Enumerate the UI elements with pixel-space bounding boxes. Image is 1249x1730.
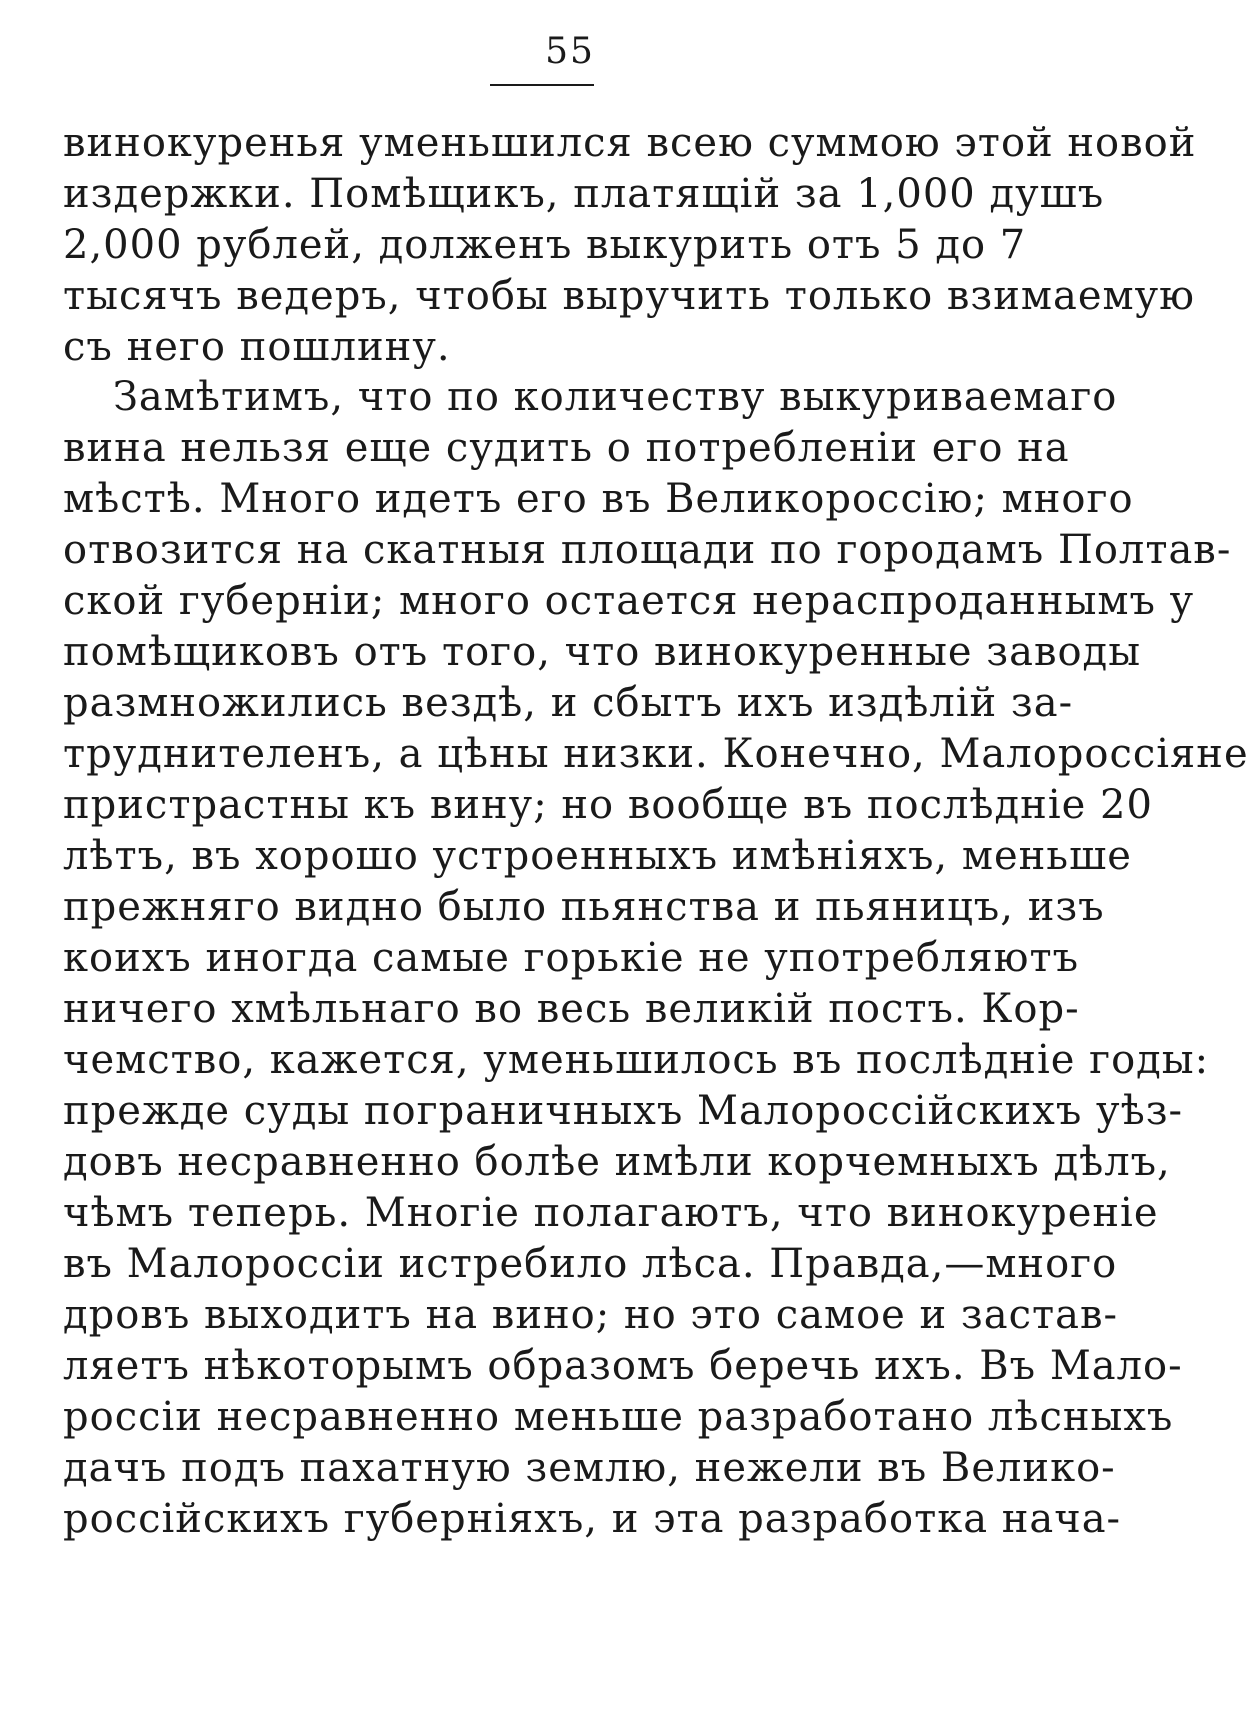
text-line: винокуренья уменьшился всею суммою этой новой bbox=[63, 120, 1197, 166]
text-line: 2,000 рублей, долженъ выкурить отъ 5 до 7 bbox=[63, 222, 1027, 268]
text-line: дачъ подъ пахатную землю, нежели въ Велико- bbox=[63, 1445, 1116, 1491]
page-number: 55 bbox=[545, 31, 595, 72]
paragraph-2 bbox=[63, 372, 1249, 1545]
text-line: ничего хмѣльнаго во весь великій постъ. Кор- bbox=[63, 986, 1080, 1032]
text-line: тысячъ ведеръ, чтобы выручить только взимаемую bbox=[63, 273, 1195, 319]
text-line: россіи несравненно меньше разработано лѣсныхъ bbox=[63, 1394, 1174, 1440]
text-line: ляетъ нѣкоторымъ образомъ беречь ихъ. Въ Мало- bbox=[63, 1343, 1183, 1389]
text-line: Замѣтимъ, что по количеству выкуриваемаго bbox=[113, 374, 1118, 420]
page-number-rule bbox=[490, 84, 594, 86]
text-line: вина нельзя еще судить о потребленіи его на bbox=[63, 425, 1070, 471]
text-line: коихъ иногда самые горькіе не употребляютъ bbox=[63, 935, 1080, 981]
text-line: дровъ выходитъ на вино; но это самое и застав- bbox=[63, 1292, 1118, 1338]
text-line: лѣтъ, въ хорошо устроенныхъ имѣніяхъ, меньше bbox=[63, 833, 1132, 879]
text-line: россійскихъ губерніяхъ, и эта разработка нача- bbox=[63, 1496, 1122, 1542]
paragraph-1 bbox=[63, 118, 1197, 373]
text-line: мѣстѣ. Много идетъ его въ Великороссію; много bbox=[63, 476, 1134, 522]
text-line: довъ несравненно болѣе имѣли корчемныхъ дѣлъ, bbox=[63, 1139, 1171, 1185]
text-line: отвозится на скатныя площади по городамъ Полтав- bbox=[63, 527, 1232, 573]
text-line: съ него пошлину. bbox=[63, 324, 451, 370]
text-line: чѣмъ теперь. Многіе полагаютъ, что винокуреніе bbox=[63, 1190, 1159, 1236]
text-line: прежде суды пограничныхъ Малороссійскихъ уѣз- bbox=[63, 1088, 1184, 1134]
text-line: прежняго видно было пьянства и пьяницъ, изъ bbox=[63, 884, 1105, 930]
text-line: труднителенъ, а цѣны низки. Конечно, Малороссіяне bbox=[63, 731, 1249, 777]
text-line: въ Малороссіи истребило лѣса. Правда,—много bbox=[63, 1241, 1118, 1287]
text-line: чемство, кажется, уменьшилось въ послѣдніе годы: bbox=[63, 1037, 1210, 1083]
text-line: помѣщиковъ отъ того, что винокуренные заводы bbox=[63, 629, 1142, 675]
text-line: ской губерніи; много остается нераспроданнымъ у bbox=[63, 578, 1195, 624]
text-line: пристрастны къ вину; но вообще въ послѣдніе 20 bbox=[63, 782, 1153, 828]
text-line: издержки. Помѣщикъ, платящій за 1,000 душъ bbox=[63, 171, 1105, 217]
text-line: размножились вездѣ, и сбытъ ихъ издѣлій за- bbox=[63, 680, 1074, 726]
